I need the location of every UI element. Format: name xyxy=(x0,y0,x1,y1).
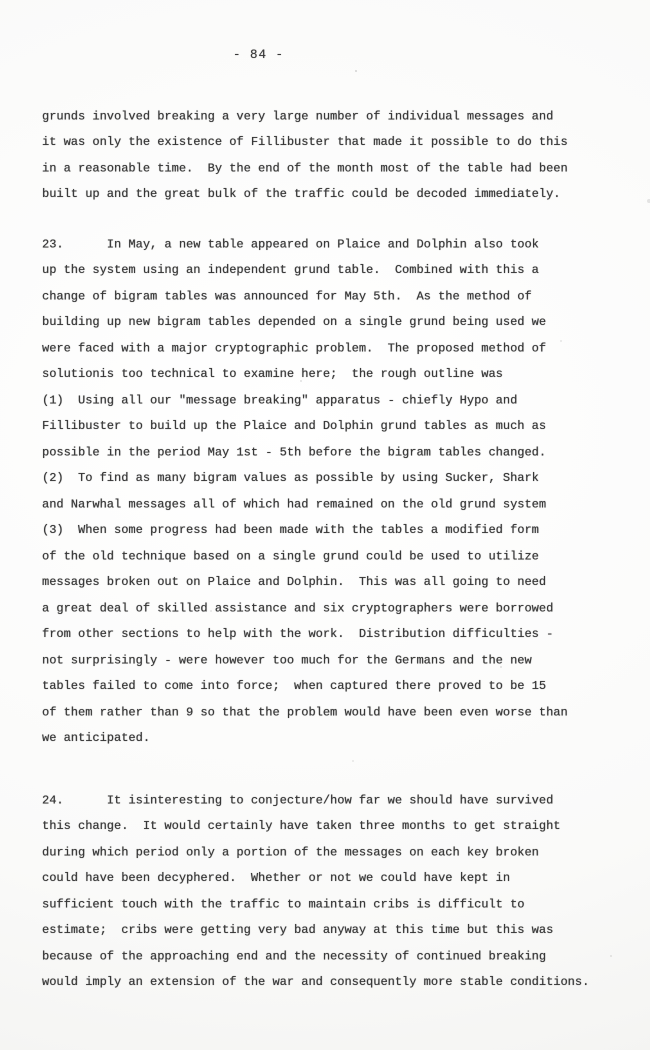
text-line: (2) To find as many bigram values as possible by using Sucker, Shark xyxy=(42,470,539,485)
text-line: this change. It would certainly have taken three months to get straight xyxy=(42,818,561,833)
text-line: building up new bigram tables depended on a single grund being used we xyxy=(42,314,547,329)
text-line: of the old technique based on a single grund could be used to utilize xyxy=(42,549,539,564)
text-line: we anticipated. xyxy=(42,730,151,745)
text-line: tables failed to come into force; when captured there proved to be 15 xyxy=(42,678,547,693)
text-line: 23. In May, a new table appeared on Plaice and Dolphin also took xyxy=(42,237,539,252)
text-line: would imply an extension of the war and consequently more stable conditions. xyxy=(42,974,590,989)
text-line: because of the approaching end and the necessity of continued breaking xyxy=(42,949,547,964)
text-line: and Narwhal messages all of which had remained on the old grund system xyxy=(42,497,547,512)
scan-noise xyxy=(0,0,2,2)
text-line: a great deal of skilled assistance and six cryptographers were borrowed xyxy=(42,601,554,616)
text-line: messages broken out on Plaice and Dolphin. This was all going to need xyxy=(42,574,547,589)
paragraph-24 xyxy=(42,787,612,995)
text-line: built up and the great bulk of the traffic could be decoded immediately. xyxy=(42,186,561,201)
text-line: of them rather than 9 so that the problem would have been even worse than xyxy=(42,705,568,720)
paragraph-23 xyxy=(42,231,612,751)
text-line: up the system using an independent grund table. Combined with this a xyxy=(42,262,539,277)
text-line: (1) Using all our "message breaking" apparatus - chiefly Hypo and xyxy=(42,393,518,408)
paragraph-continuation xyxy=(42,103,612,207)
document-body xyxy=(42,103,612,995)
text-line: were faced with a major cryptographic problem. The proposed method of xyxy=(42,341,547,356)
text-line: solutionis too technical to examine here; the rough outline was xyxy=(42,366,503,381)
text-line: from other sections to help with the work. Distribution difficulties - xyxy=(42,626,554,641)
text-line: sufficient touch with the traffic to maintain cribs is difficult to xyxy=(42,897,525,912)
text-line: Fillibuster to build up the Plaice and Dolphin grund tables as much as xyxy=(42,418,547,433)
text-line: (3) When some progress had been made with the tables a modified form xyxy=(42,522,539,537)
text-line: 24. It isinteresting to conjecture/how far we should have survived xyxy=(42,793,554,808)
text-line: estimate; cribs were getting very bad anyway at this time but this was xyxy=(42,922,554,937)
text-line: in a reasonable time. By the end of the month most of the table had been xyxy=(42,161,568,176)
text-line: during which period only a portion of the messages on each key broken xyxy=(42,845,539,860)
text-line: grunds involved breaking a very large number of individual messages and xyxy=(42,109,554,124)
text-line: change of bigram tables was announced for May 5th. As the method of xyxy=(42,289,532,304)
page-number: - 84 - xyxy=(233,48,285,62)
text-line: not surprisingly - were however too much for the Germans and the new xyxy=(42,653,532,668)
text-line: possible in the period May 1st - 5th before the bigram tables changed. xyxy=(42,445,547,460)
text-line: it was only the existence of Fillibuster that made it possible to do this xyxy=(42,134,568,149)
text-line: could have been decyphered. Whether or not we could have kept in xyxy=(42,870,511,885)
